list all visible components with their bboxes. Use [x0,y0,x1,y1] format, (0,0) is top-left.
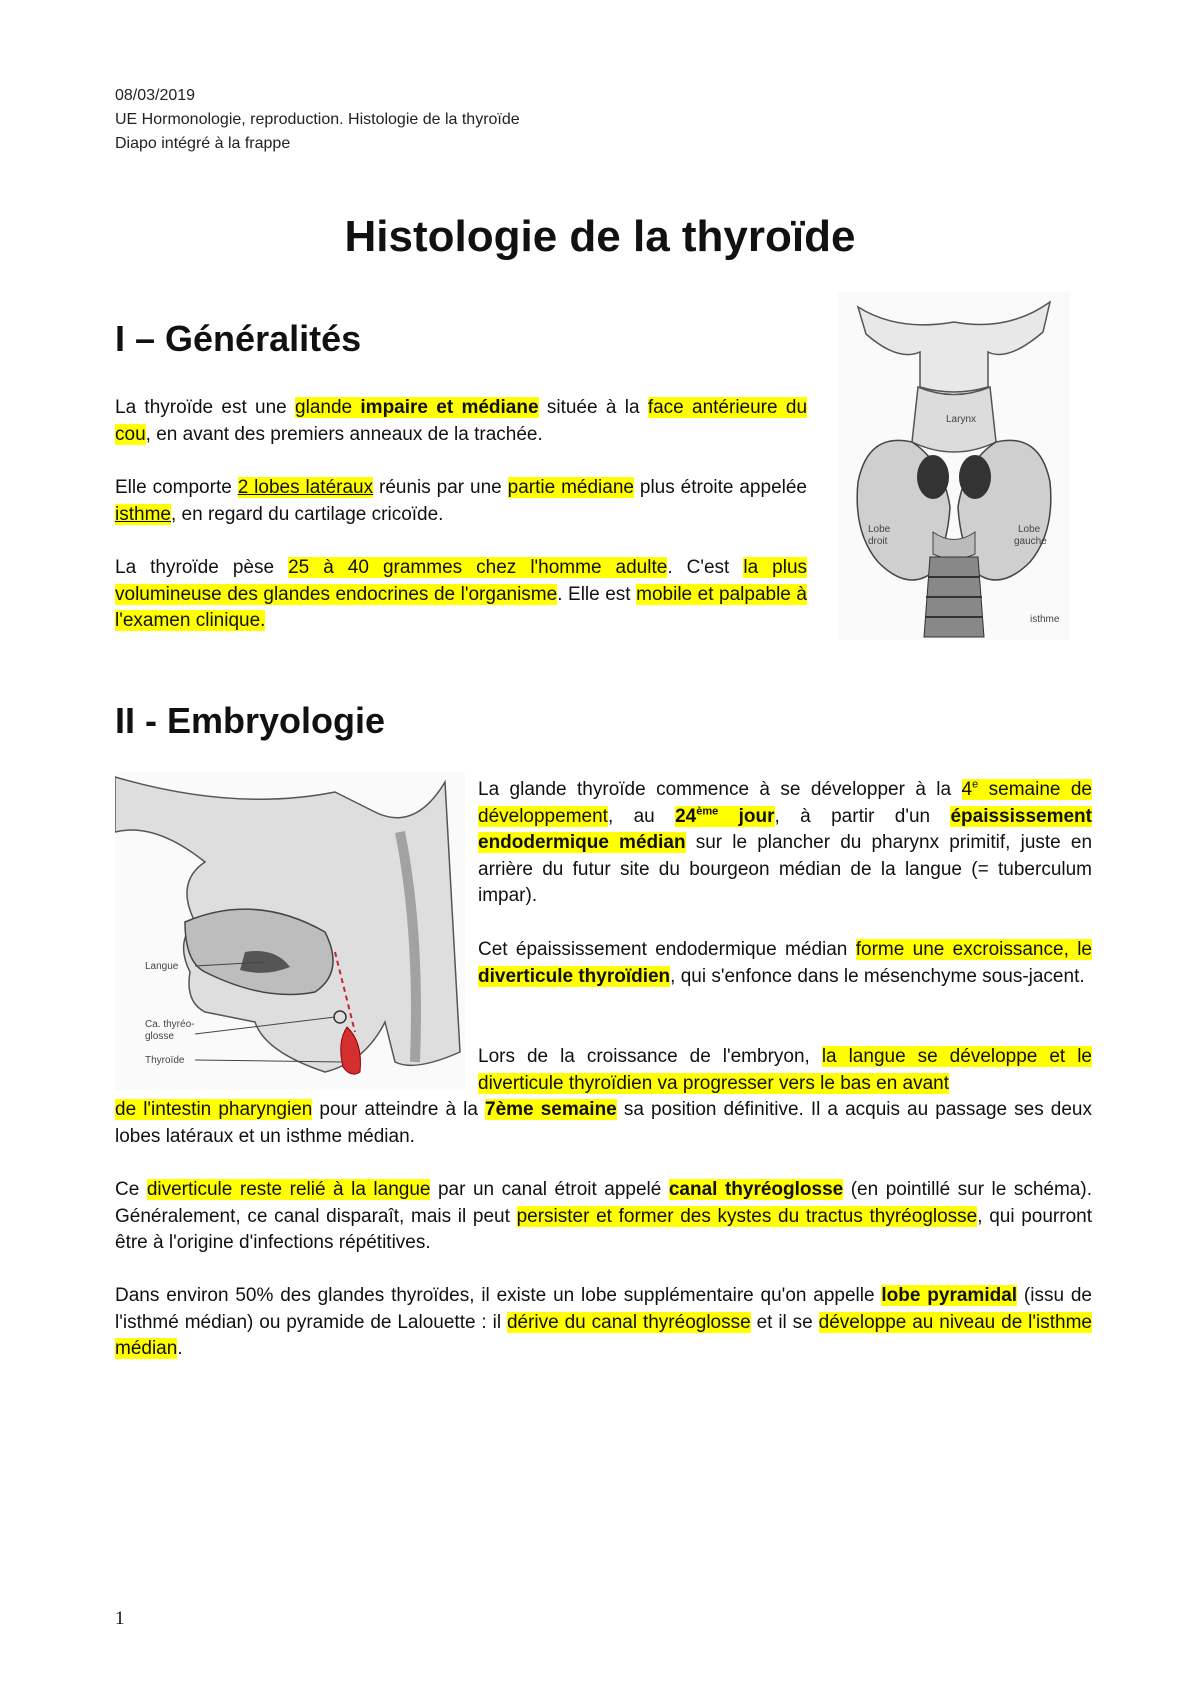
section-2-paragraph-3-end: de l'intestin pharyngien pour atteindre à la 7ème semaine sa position définitive. Il a acquis au passage ses deux lobes latéraux et un isthme médian. [115,1099,1093,1147]
header-note: Diapo intégré à la frappe [115,135,291,152]
svg-text:Lobe: Lobe [1018,524,1041,535]
svg-text:Larynx: Larynx [946,414,977,425]
section-1-paragraph-3: La thyroïde pèse 25 à 40 grammes chez l'homme adulte. C'est la plus volumineuse des glandes endocrines de l'organisme. Elle est mobile et palpable à l'examen clinique. [115,557,808,631]
section-2-paragraph-5: Dans environ 50% des glandes thyroïdes, il existe un lobe supplémentaire qu'on appelle lobe pyramidal (issu de l'isthmé médian) ou pyramide de Lalouette : il dérive du canal thyréoglosse et il se développe au niveau de l'isthme médian. [115,1285,1092,1359]
thyroid-anatomy-illustration [838,292,1070,640]
header-date: 08/03/2019 [115,87,196,104]
section-2-paragraph-4: Ce diverticule reste relié à la langue par un canal étroit appelé canal thyréoglosse (en pointillé sur le schéma). Généralement, ce canal disparaît, mais il peut persister et former des kystes du tractus thyréoglosse, qui pourront être à l'origine d'infections répétitives. [115,1179,1092,1253]
document-header [115,84,520,156]
svg-text:Ca. thyréo-: Ca. thyréo- [145,1019,195,1030]
svg-text:glosse: glosse [145,1031,174,1042]
page-number: 1 [115,1608,125,1629]
svg-text:Lobe: Lobe [868,524,891,535]
section-1-paragraph-2: Elle comporte 2 lobes latéraux réunis par une partie médiane plus étroite appelée isthme, en regard du cartilage cricoïde. [115,477,807,525]
section-2-heading: II - Embryologie [115,700,386,741]
header-course: UE Hormonologie, reproduction. Histologie de la thyroïde [115,111,520,128]
section-2-paragraph-1: La glande thyroïde commence à se développer à la 4e semaine de développement, au 24ème jour, à partir d'un épaississement endodermique médian sur le plancher du pharynx primitif, juste en arrière du futur site du bourgeon médian de la langue (= tuberculum impar). [478,778,1093,906]
svg-text:isthme: isthme [1030,614,1060,625]
svg-text:Thyroïde: Thyroïde [145,1055,185,1066]
embryo-head-illustration [115,772,465,1090]
section-1-heading: I – Généralités [115,318,362,359]
section-1-paragraph-1: La thyroïde est une glande impaire et médiane située à la face antérieure du cou, en avant des premiers anneaux de la trachée. [115,397,808,445]
svg-text:gauche: gauche [1014,536,1047,547]
document-title: Histologie de la thyroïde [344,212,856,261]
section-2-paragraph-3-start: Lors de la croissance de l'embryon, la langue se développe et le diverticule thyroïdien va progresser vers le bas en avant [478,1046,1092,1094]
svg-text:Langue: Langue [145,961,179,972]
svg-text:droit: droit [868,536,888,547]
section-2-paragraph-2: Cet épaississement endodermique médian forme une excroissance, le diverticule thyroïdien, qui s'enfonce dans le mésenchyme sous-jacent. [478,939,1092,987]
